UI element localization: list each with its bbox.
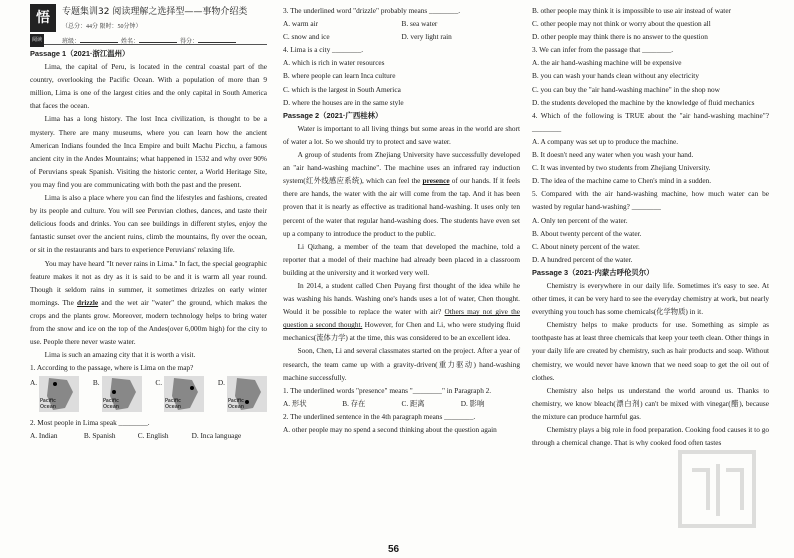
logo-sub: 阅读 — [30, 34, 44, 47]
passage-2-para-4: In 2014, a student called Chen Puyang first thought of the idea while he was washing his hands. Washing one's hands uses a lot of water, Chen thought. Would it be possible to replace the water with air? Others may not give the question a second thought. However, for Chen and Li, who were studying fluid mechanics(流体力学) at the time, this was considered to be an excellent idea. — [283, 280, 520, 343]
option-b[interactable]: B. Spanish — [83, 431, 116, 441]
question-4: 4. Which of the following is TRUE about the "air hand-washing machine"? ________ — [532, 110, 769, 133]
option-c[interactable]: C. which is the largest in South America — [283, 84, 401, 94]
passage-3-heading: Passage 3（2021·内蒙古呼伦贝尔） — [532, 267, 654, 277]
passage-3-para-4: Chemistry plays a big role in food preparation. Cooking food causes it to go through a chemical change. That is why cooked food often tastes — [532, 425, 769, 448]
passage-1-para-4: You may have heard "It never rains in Lima." In fact, the special geographic feature makes it not as dry as it is said to be and it is warm all year round. Though it seldom rains in summer, it sometimes drizzles on early winter mornings. The drizzle and the wet air "water" the ground, which makes the crops and the plants grow. Moreover, modern technology helps to bring water from the snow and ice on the top of the Andes(over 6,000m high) for the city to use. People there never waste water. — [30, 258, 267, 347]
page-title: 专题集训32 阅读理解之选择型——事物介绍类 — [62, 7, 248, 17]
underlined-word-presence: presence — [422, 176, 450, 186]
map-options — [30, 376, 267, 416]
question-1: 1. According to the passage, where is Lima on the map? — [30, 363, 194, 373]
passage-3-para-2: Chemistry helps to make products for use. Something as simple as toothpaste has at least three chemicals that keep your teeth clean. Other things in your daily life are created by chemistry, such as hair products and soap. Without chemistry, we would never have known that we need soap to get the oil out of clothes. — [532, 320, 769, 382]
option-b[interactable]: B. where people can learn Inca culture — [283, 71, 396, 81]
map-image-d — [227, 376, 267, 412]
option-d[interactable]: D. the students developed the machine by the knowledge of fluid mechanics — [532, 97, 755, 107]
option-d[interactable]: D. very light rain — [401, 32, 452, 42]
question-4: 4. Lima is a city ________. — [283, 45, 364, 55]
map-option-d[interactable]: D. Pacific Ocean — [218, 376, 267, 416]
header — [30, 4, 267, 45]
option-c[interactable]: C. About ninety percent of the water. — [532, 241, 640, 251]
underlined-word-drizzle: drizzle — [77, 297, 99, 307]
question-5: 5. Compared with the air hand-washing machine, how much water can be wasted by regular hand-washing? ________ — [532, 189, 769, 212]
column-2 — [283, 4, 520, 436]
option-b[interactable]: B. It doesn't need any water when you wash your hand. — [532, 150, 694, 160]
question-3: 3. We can infer from the passage that ________. — [532, 45, 674, 55]
question-2: 2. Most people in Lima speak ________. — [30, 418, 150, 428]
option-c[interactable]: C. you can buy the "air hand-washing machine" in the shop now — [532, 84, 720, 94]
svg-text:Ocean: Ocean — [40, 404, 57, 411]
score-label: 得分： — [180, 39, 199, 46]
passage-2-para-3: Li Qizhang, a member of the team that developed the machine, told a reporter that a model of their machine had already been placed in a classroom building at the university and it worked very well. — [283, 241, 520, 277]
option-c[interactable]: C. English — [137, 431, 169, 441]
logo-icon: 悟 — [30, 4, 56, 32]
question-1-options — [283, 397, 520, 410]
watermark-logo — [678, 450, 756, 528]
passage-2-para-5: Soon, Chen, Li and several classmates started on the project. After a year of research, the team came up with a gravity-driven(重力驱动) hand-washing machine successfully. — [283, 346, 520, 382]
svg-text:Ocean: Ocean — [227, 404, 244, 411]
map-image-c — [164, 376, 204, 412]
option-a[interactable]: A. other people may no spend a second thinking about the question again — [283, 425, 497, 434]
passage-1-heading: Passage 1（2021·浙江温州） — [30, 49, 130, 58]
option-a[interactable]: A. Only ten percent of the water. — [532, 215, 628, 225]
question-1: 1. The underlined words "presence" means "________" in Paragraph 2. — [283, 385, 492, 395]
option-c[interactable]: C. other people may not think or worry about the question all — [532, 19, 711, 29]
map-image-b — [102, 376, 142, 412]
option-b[interactable]: B. 存在 — [342, 398, 366, 408]
passage-1-para-2: Lima has a long history. The lost Inca civilization, is thought to be a mystery. There are many museums, where you can learn how the ancient American Indians founded the Inca Empire and built Machu Picchu, a famous ancient city in the Andes Mountains; what happened in 1532 and why over 90% of Peruvians speak Spanish. Visiting the historic center, a World Heritage Site, you may find you are communicating with both the past and the present. — [30, 114, 267, 189]
question-3: 3. The underlined word "drizzle" probably means ________. — [283, 6, 461, 15]
option-a[interactable]: A. Indian — [30, 431, 58, 441]
option-b[interactable]: B. other people may think it is impossible to use air instead of water — [532, 6, 732, 15]
svg-text:Ocean: Ocean — [102, 404, 119, 411]
option-d[interactable]: D. where the houses are in the same style — [283, 97, 404, 107]
question-2: 2. The underlined sentence in the 4th paragraph means ________. — [283, 411, 476, 421]
passage-3-para-1: Chemistry is everywhere in our daily life. Sometimes it's easy to see. At other times, it can be very hard to see the everyday chemistry at work, but nearly everything you touch has some chemicals(化学物质) in it. — [532, 280, 769, 317]
option-d[interactable]: D. Inca language — [191, 431, 242, 441]
option-a[interactable]: A. warm air — [283, 19, 319, 29]
map-image-a — [39, 376, 79, 412]
passage-2-heading: Passage 2（2021·广西桂林） — [283, 110, 383, 120]
option-b[interactable]: B. sea water — [401, 19, 438, 29]
option-b[interactable]: B. About twenty percent of the water. — [532, 228, 642, 238]
option-c[interactable]: C. 距离 — [401, 398, 425, 408]
option-c[interactable]: C. snow and ice — [283, 32, 330, 42]
question-3-options-row-1 — [283, 17, 520, 30]
logo — [30, 4, 56, 47]
option-d[interactable]: D. The idea of the machine came to Chen's mind in a sudden. — [532, 176, 712, 186]
map-option-c[interactable]: C. Pacific Ocean — [155, 376, 204, 416]
svg-text:Pacific: Pacific — [165, 398, 181, 405]
option-d[interactable]: D. other people may think there is no answer to the question — [532, 32, 708, 42]
page-number: 56 — [388, 544, 400, 555]
question-2-options — [30, 429, 267, 442]
option-a[interactable]: A. the air hand-washing machine will be expensive — [532, 58, 682, 68]
map-option-a[interactable]: A. Pacific Ocean — [30, 376, 79, 416]
option-b[interactable]: B. you can wash your hands clean without any electricity — [532, 71, 699, 81]
column-1 — [30, 4, 267, 443]
passage-3-para-3: Chemistry also helps us understand the world around us. Thanks to chemistry, we know bleach(漂白剂) can't be mixed with vinegar(醋), because the mixture can produce harmful gas. — [532, 385, 769, 421]
svg-text:Ocean: Ocean — [165, 404, 182, 411]
class-label: 班级： — [62, 39, 81, 46]
passage-1-para-5: Lima is such an amazing city that it is worth a visit. — [44, 350, 196, 360]
svg-text:Pacific: Pacific — [102, 398, 119, 405]
option-a[interactable]: A. 形状 — [283, 398, 307, 408]
name-label: 姓名： — [121, 39, 140, 46]
option-a[interactable]: A. which is rich in water resources — [283, 58, 385, 68]
question-3-options-row-2 — [283, 30, 520, 43]
option-d[interactable]: D. 影响 — [460, 398, 485, 408]
svg-text:Pacific: Pacific — [227, 398, 244, 405]
passage-1-para-1: Lima, the capital of Peru, is located in the central coastal part of the country, overlooking the Pacific Ocean. With a population of more than 9 million, Lima is one of the largest cities and the only capital in South America that faces the ocean. — [30, 62, 267, 111]
passage-2-para-1: Water is important to all living things but some areas in the world are short of water a lot. So we should try to protect and save water. — [283, 123, 520, 146]
option-c[interactable]: C. It was invented by two students from Zhejiang University. — [532, 163, 711, 173]
option-d[interactable]: D. A hundred percent of the water. — [532, 254, 633, 264]
column-3 — [532, 4, 769, 449]
map-option-b[interactable]: B. Pacific Ocean — [93, 376, 142, 416]
underlined-sentence: Others may not give the question a second thought. — [283, 307, 520, 330]
passage-2-para-2: A group of students from Zhejiang University have successfully developed an "air hand-washing machine". The machine uses an infrared ray induction system(红外线感应系统), which can feel the presence of our hands. If it feels there are hands, the water with the air will come from the tap. And it has been proven that it is nearly as effective as traditional hand-washing. It uses only ten percent of the water that regular hand-washing does. The students have even set up a company to introduce the product to the public. — [283, 150, 520, 238]
score-info: （总分：44分 限时：50分钟） — [62, 24, 142, 31]
svg-text:Pacific: Pacific — [40, 398, 57, 405]
passage-1-para-3: Lima is also a place where you can find the lifestyles and fashions, created by its people and culture. You will see Peruvian clothes, dances, and taste their delicious foods and drinks. You can see buildings in different styles, enjoy the fantastic sunset over the ancient ruins, climb the mountains, fly over the ocean, or sit in the restaurants and bars to experience Peruvians' relaxing life. — [30, 193, 267, 255]
option-a[interactable]: A. A company was set up to produce the machine. — [532, 136, 679, 146]
